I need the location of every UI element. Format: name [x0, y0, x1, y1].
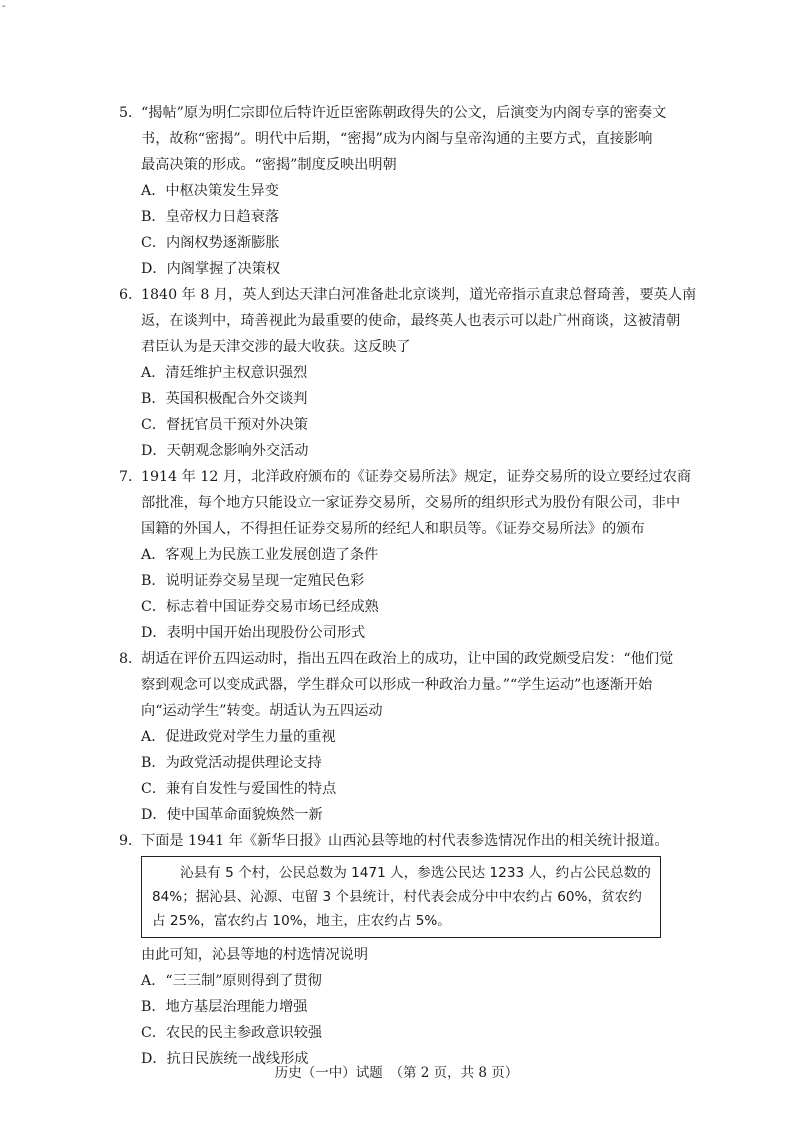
question-stem-line: [119, 698, 671, 724]
option-b: B．为政党活动提供理论支持: [141, 755, 322, 771]
question-stem-line: [119, 646, 674, 672]
page-footer: 历史（一中）试题 （第 2 页，共 8 页）: [274, 1065, 519, 1081]
quote-line: 沁县有 5 个村，公民总数为 1471 人，参选公民达 1233 人，约占公民总数的: [180, 865, 651, 881]
option-c: C．督抚官员干预对外决策: [141, 417, 308, 433]
question-number: 8．: [119, 651, 143, 667]
option-d: D．内阁掌握了决策权: [141, 261, 281, 277]
question-5: [119, 100, 671, 282]
question-number: 9．: [119, 833, 143, 849]
exam-page: [119, 100, 697, 1072]
question-stem-line: [119, 334, 671, 360]
stem-text: 察到观念可以变成武器，学生群众可以形成一种政治力量。”“学生运动”也逐渐开始: [141, 677, 653, 693]
question-stem-line: [119, 282, 697, 308]
option-a: A．促进政党对学生力量的重视: [141, 729, 336, 745]
question-6: [119, 282, 697, 464]
option-d: D．天朝观念影响外交活动: [141, 443, 309, 459]
option-b: B．说明证券交易呈现一定殖民色彩: [141, 573, 365, 589]
question-7: [119, 464, 692, 646]
option-c: C．农民的民主参政意识较强: [141, 1025, 323, 1041]
option-a: A．清廷维护主权意识强烈: [141, 365, 308, 381]
source-quote-box: [141, 856, 661, 938]
quote-line: 84%；据沁县、沁源、屯留 3 个县统计，村代表会成分中中农约占 60%，贫农约: [152, 889, 642, 905]
question-stem-line: [119, 100, 671, 126]
stem-text: 向“运动学生”转变。胡适认为五四运动: [141, 703, 383, 719]
stem-text: 国籍的外国人，不得担任证券交易所的经纪人和职员等。《证券交易所法》的颁布: [141, 521, 645, 537]
stem-text: “揭帖”原为明仁宗即位后特许近臣密陈朝政得失的公文，后演变为内阁专享的密奏文: [141, 105, 667, 121]
question-number: 6．: [119, 287, 143, 303]
stem-text: 返，在谈判中，琦善视此为最重要的使命，最终英人也表示可以赴广州商谈，这被清朝: [141, 313, 681, 329]
question-number: 5．: [119, 105, 143, 121]
question-9: [119, 828, 671, 1072]
question-stem-line: [119, 516, 671, 542]
quote-line: 占 25%，富农约占 10%，地主，庄农约占 5%。: [152, 913, 451, 929]
option-d: D．抗日民族统一战线形成: [141, 1051, 309, 1067]
stem-text: 1840 年 8 月，英人到达天津白河准备赴北京谈判，道光帝指示直隶总督琦善，要英人南: [141, 287, 697, 303]
option-c: C．标志着中国证券交易市场已经成熟: [141, 599, 379, 615]
question-stem-line: [119, 464, 692, 490]
question-stem-line: [119, 126, 671, 152]
option-b: B．皇帝权力日趋衰落: [141, 209, 280, 225]
option-b: B．地方基层治理能力增强: [141, 999, 308, 1015]
question-8: [119, 646, 674, 828]
question-number: 7．: [119, 469, 143, 485]
option-a: A．中枢决策发生异变: [141, 183, 279, 199]
corner-mark: -: [2, 1, 6, 12]
option-d: D．表明中国开始出现股份公司形式: [141, 625, 366, 641]
option-a: A．“三三制”原则得到了贯彻: [141, 973, 322, 989]
question-stem-line: [119, 152, 671, 178]
stem-text: 书，故称“密揭”。明代中后期，“密揭”成为内阁与皇帝沟通的主要方式，直接影响: [141, 131, 653, 147]
stem-text: 部批准，每个地方只能设立一家证券交易所，交易所的组织形式为股份有限公司，非中: [141, 495, 681, 511]
question-stem-line: [119, 490, 681, 516]
stem-text: 下面是 1941 年《新华日报》山西沁县等地的村代表参选情况作出的相关统计报道。: [141, 833, 669, 849]
question-stem-line: [119, 672, 671, 698]
stem-text: 君臣认为是天津交涉的最大收获。这反映了: [141, 339, 411, 355]
option-d: D．使中国革命面貌焕然一新: [141, 807, 323, 823]
option-b: B．英国积极配合外交谈判: [141, 391, 308, 407]
stem-text: 1914 年 12 月，北洋政府颁布的《证券交易所法》规定，证券交易所的设立要经过农商: [141, 469, 692, 485]
question-stem-line: [119, 308, 681, 334]
question-stem-line: [119, 828, 671, 854]
stem-text: 胡适在评价五四运动时，指出五四在政治上的成功，让中国的政党颇受启发：“他们觉: [141, 651, 674, 667]
stem-text: 最高决策的形成。“密揭”制度反映出明朝: [141, 157, 397, 173]
question-prompt: 由此可知，沁县等地的村选情况说明: [141, 947, 369, 963]
option-c: C．内阁权势逐渐膨胀: [141, 235, 280, 251]
option-a: A．客观上为民族工业发展创造了条件: [141, 547, 379, 563]
option-c: C．兼有自发性与爱国性的特点: [141, 781, 337, 797]
